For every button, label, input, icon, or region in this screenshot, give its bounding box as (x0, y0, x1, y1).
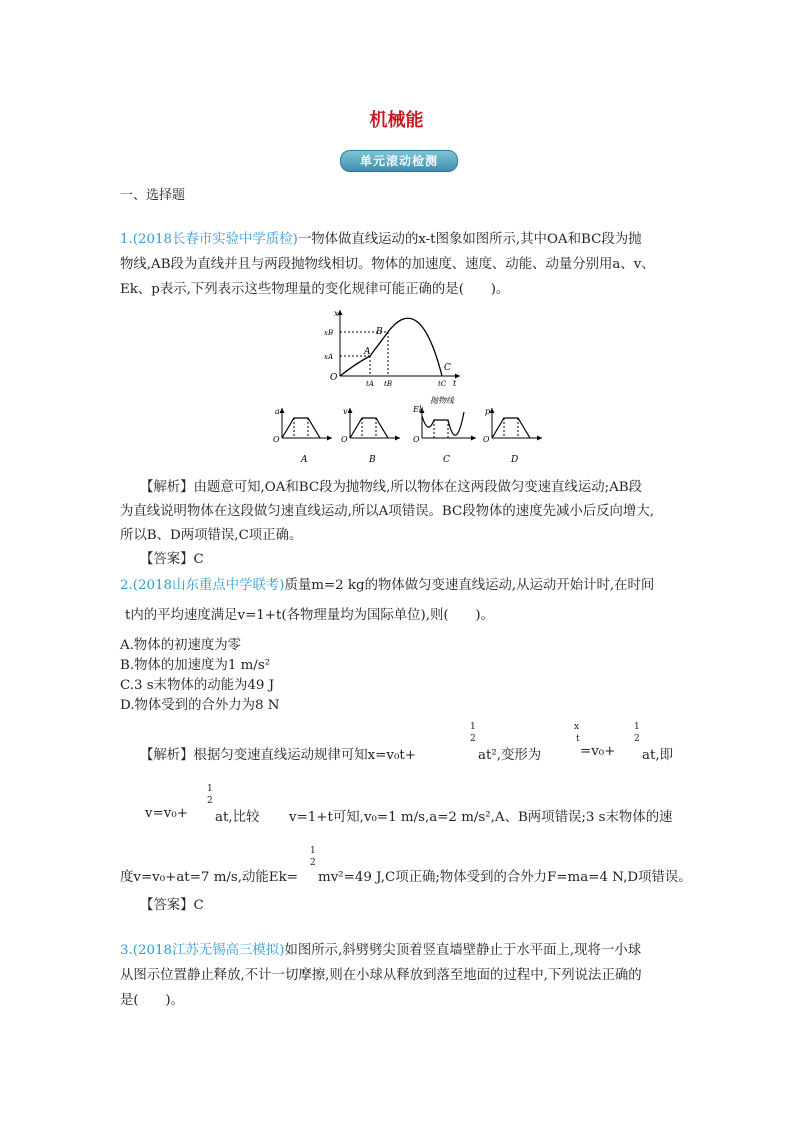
q2-analysis1d: at,即 (642, 748, 674, 763)
q3-source: 3.(2018江苏无锡高三模拟) (120, 943, 285, 958)
q1-analysis3: 所以B、D两项错误,C项正确。 (120, 528, 303, 543)
svg-text:tC: tC (438, 380, 447, 388)
option-d-graph (483, 407, 542, 465)
q2-x-frac: x (574, 722, 580, 732)
svg-text:D: D (511, 455, 519, 465)
section-banner: 单元滚动检测 (340, 150, 458, 172)
xt-graph (324, 309, 460, 388)
svg-text:抛物线: 抛物线 (430, 396, 454, 405)
svg-text:tA: tA (366, 380, 374, 388)
q2-half-num-2: 1 (634, 722, 640, 732)
q1-line1: 1.(2018长春市实验中学质检)一物体做直线运动的x-t图象如图所示,其中OA和BC段为抛 (120, 232, 642, 247)
option-b-graph (341, 407, 400, 465)
q2-source: 2.(2018山东重点中学联考) (120, 578, 285, 593)
q1-source: 1.(2018长春市实验中学质检) (120, 232, 298, 247)
q2-analysis2b: at,比较 (215, 810, 260, 825)
q2-half-den-3: 2 (207, 796, 213, 806)
q2-half-den-4: 2 (310, 858, 316, 868)
svg-text:tB: tB (384, 380, 392, 388)
option-a-graph (273, 407, 332, 465)
q1-line3: Ek、p表示,下列表示这些物理量的变化规律可能正确的是( )。 (120, 282, 510, 297)
q2-option-a: A.物体的初速度为零 (120, 638, 242, 653)
svg-text:C: C (443, 455, 450, 465)
svg-text:O: O (330, 373, 338, 383)
svg-text:Ek: Ek (413, 405, 424, 414)
q2-option-b: B.物体的加速度为1 m/s² (120, 658, 271, 673)
q2-line1: 2.(2018山东重点中学联考)质量m=2 kg的物体做匀变速直线运动,从运动开始计时,在时间 (120, 578, 655, 593)
svg-text:A: A (364, 347, 371, 357)
q2-answer: 【答案】C (140, 898, 204, 913)
q2-line2: t内的平均速度满足v=1+t(各物理量均为国际单位),则( )。 (125, 608, 495, 623)
svg-text:O: O (483, 435, 490, 444)
q2-analysis1b: at²,变形为 (478, 748, 542, 763)
q2-t-frac: t (576, 734, 580, 744)
q2-option-c: C.3 s末物体的动能为49 J (120, 678, 275, 693)
axis-x-label: x (334, 309, 339, 318)
svg-text:B: B (376, 327, 383, 337)
q1-analysis1: 【解析】由题意可知,OA和BC段为抛物线,所以物体在这两段做匀变速直线运动;AB段 (140, 480, 643, 495)
q1-answer: 【答案】C (140, 552, 204, 567)
q1-figure (270, 304, 560, 470)
svg-text:t: t (453, 379, 457, 388)
q3-line2: 从图示位置静止释放,不计一切摩擦,则在小球从释放到落至地面的过程中,下列说法正确的 (120, 968, 642, 983)
q2-half-num-1: 1 (470, 722, 476, 732)
q1-analysis2: 为直线说明物体在这段做匀速直线运动,所以A项错误。BC段物体的速度先减小后反向增大, (120, 504, 654, 519)
option-c-graph (412, 396, 476, 465)
q2-analysis1a: 【解析】根据匀变速直线运动规律可知x=v₀t+ (140, 748, 416, 763)
section-heading: 一、选择题 (120, 188, 186, 203)
q2-option-d: D.物体受到的合外力为8 N (120, 698, 280, 713)
svg-text:xA: xA (324, 353, 334, 361)
svg-text:A: A (301, 455, 308, 465)
q2-analysis2a: v=v₀+ (145, 806, 188, 821)
svg-text:p: p (485, 407, 491, 416)
svg-text:B: B (369, 455, 376, 465)
q2-analysis3b: mv²=49 J,C项正确;物体受到的合外力F=ma=4 N,D项错误。 (318, 870, 692, 885)
q1-line2: 物线,AB段为直线并且与两段抛物线相切。物体的加速度、速度、动能、动量分别用a、v、 (120, 257, 655, 272)
q2-half-den-1: 2 (470, 734, 476, 744)
q2-half-num-3: 1 (207, 784, 213, 794)
q3-line1: 3.(2018江苏无锡高三模拟)如图所示,斜劈劈尖顶着竖直墙壁静止于水平面上,现将一小球 (120, 943, 642, 958)
svg-text:v: v (343, 407, 348, 416)
q3-line3: 是( )。 (120, 993, 185, 1008)
q2-half-num-4: 1 (310, 846, 316, 856)
q2-half-den-2: 2 (634, 734, 640, 744)
svg-text:O: O (413, 435, 420, 444)
svg-text:O: O (341, 435, 348, 444)
q2-analysis2c: v=1+t可知,v₀=1 m/s,a=2 m/s²,A、B两项错误;3 s末物体的速 (289, 810, 673, 825)
page-title: 机械能 (369, 110, 424, 131)
svg-text:C: C (444, 363, 451, 373)
q2-analysis1c: =v₀+ (580, 744, 616, 759)
svg-text:O: O (273, 435, 280, 444)
svg-text:xB: xB (324, 329, 334, 337)
q2-analysis3a: 度v=v₀+at=7 m/s,动能Ek= (120, 870, 298, 885)
svg-text:a: a (275, 407, 280, 416)
